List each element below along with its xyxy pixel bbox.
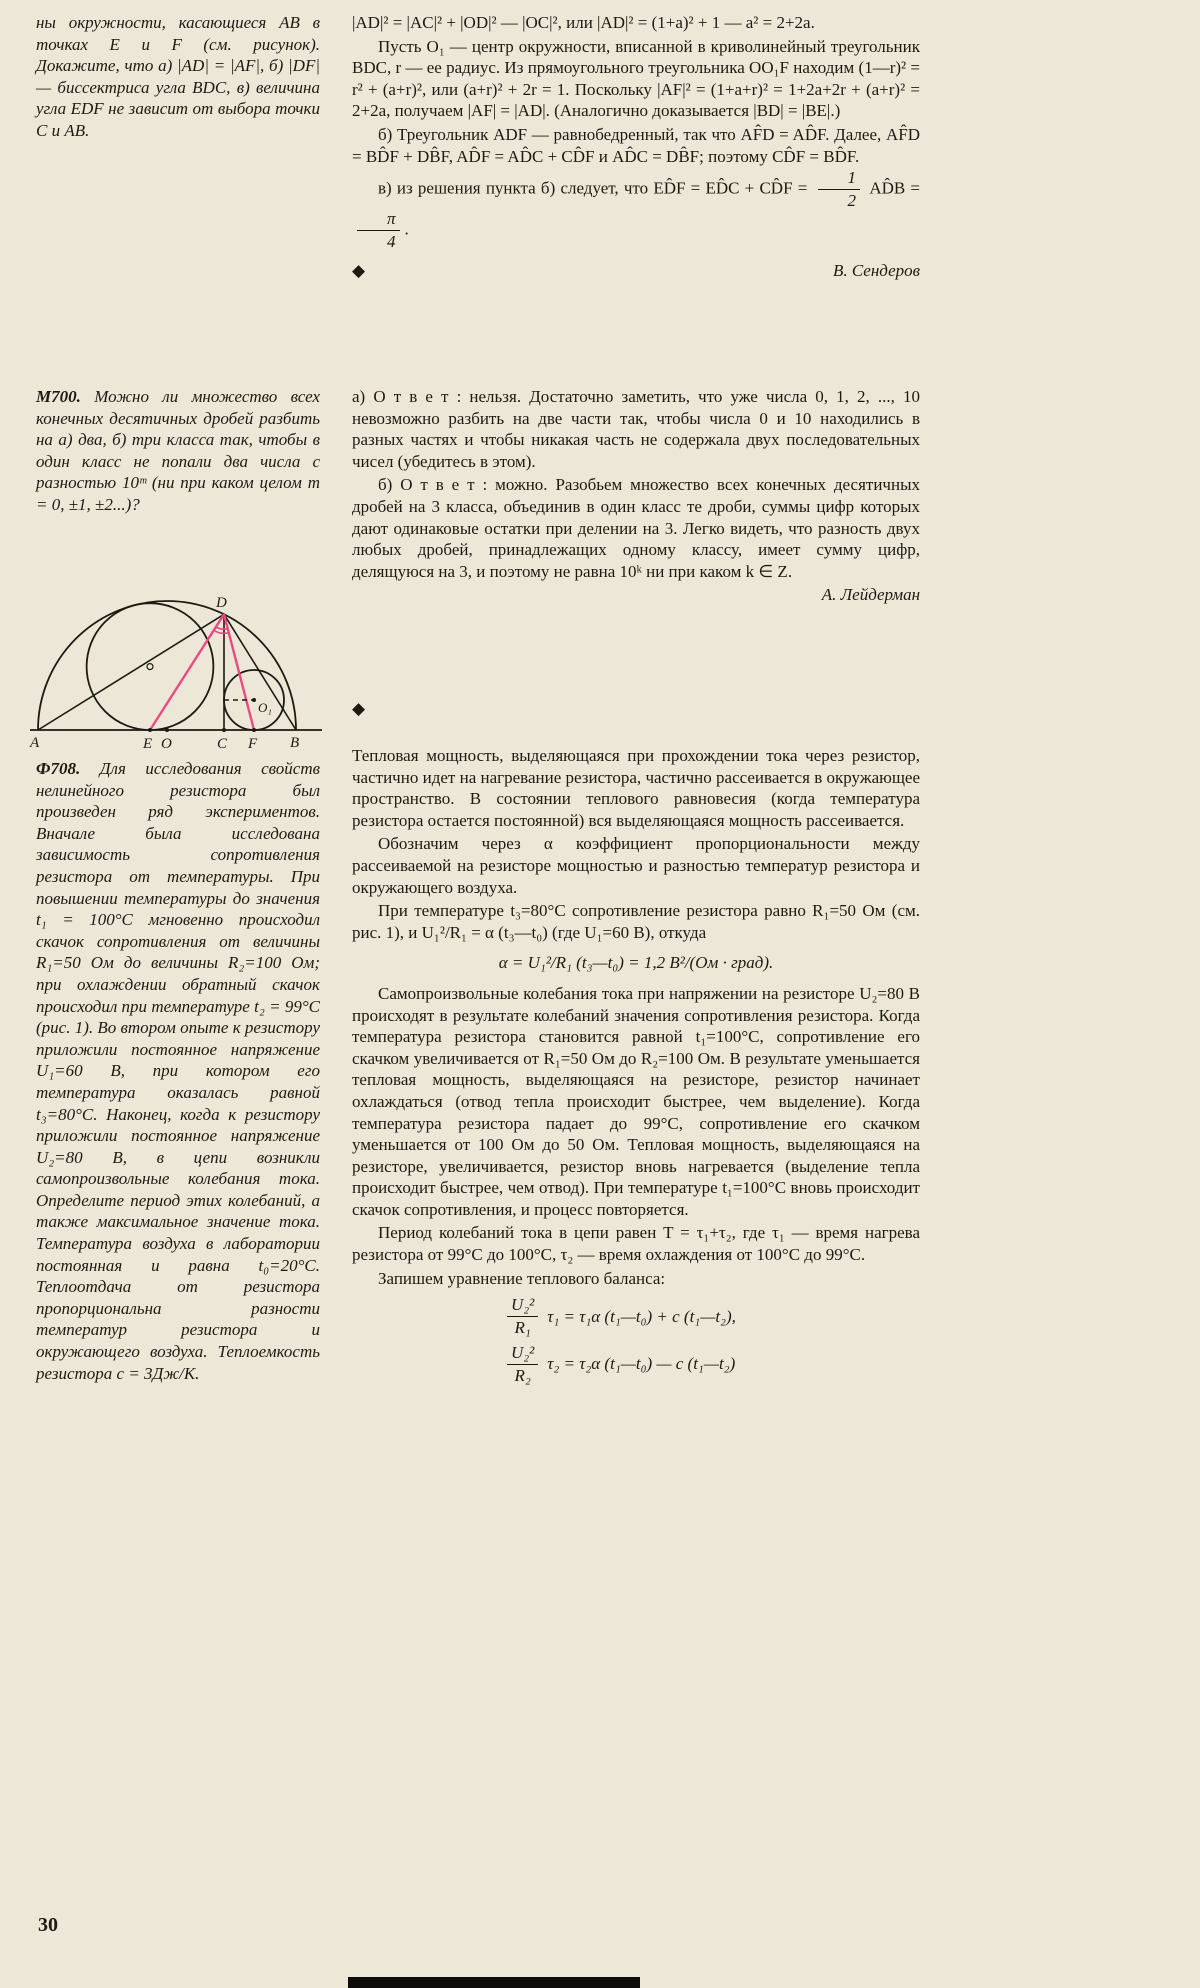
point-F-dot <box>252 728 256 732</box>
equation-balance-1 <box>502 1296 920 1337</box>
fraction-u2-r2: $\frac{\text{U₂²}}{\text{R₂}}$ <box>507 1344 538 1385</box>
diamond-icon: ◆ <box>352 261 366 281</box>
bdc-signature: В. Сендеров <box>832 260 920 280</box>
m700-answer-b: б) О т в е т : можно. Разобьем множество всех конечных десятичных дробей на 3 класса, объединив в один класс те дроби, суммы цифр которых дают одинаковые остатки при делении на 3. Легко видеть, что разность двух любых дробей, принадлежащих одному классу, имеет сумму цифр, делящуюся на 3, и поэтому не равна 10ᵏ ни при каком k ∈ Z. <box>352 475 920 581</box>
fraction-u2-r1: $\frac{\text{U₂²}}{\text{R₁}}$ <box>507 1296 538 1337</box>
fraction-one-half: $\frac{1}{2}$ <box>818 169 861 210</box>
equation-alpha: α = U₁²/R₁ (t₃—t₀) = 1,2 В²/(Ом · град). <box>498 953 774 973</box>
f708-sol-p4: Самопроизвольные колебания тока при напряжении на резисторе U₂=80 В происходят в результате колебаний значения сопротивления резистора. Когда температура резистора становится равной t₁=100°С, сопротивление его скачком увеличивается от R₁=50 Ом до R₂=100 Ом. В результате уменьшается тепловая мощность, выделяющаяся на резисторе, резистор начинает охлаждаться (отвод тепла происходит быстрее, чем выделение). Когда температура резистора падает до 99°С, сопротивление его скачком уменьшается от 100 Ом до 50 Ом. Тепловая мощность, выделяющаяся на резисторе, увеличивается, резистор вновь нагревается (выделение тепла происходит быстрее, чем отвод). При температуре t₁=100°С вновь происходит скачок сопротивления, и процесс повторяется. <box>352 983 920 1219</box>
f708-paragraph <box>36 758 320 1384</box>
point-C-dot <box>222 728 226 732</box>
fraction-pi-fourth: $\frac{\pi}{4}$ <box>357 210 400 251</box>
m700-text: Можно ли множество всех конечных десятичных дробей разбить на а) два, б) три класса так, чтобы в один класс не попали два числа с разностью 10ᵐ (ни при каком целом m = 0, ±1, ±2...)? <box>36 387 320 514</box>
solution-bdc-block <box>352 12 920 281</box>
angle-arc-inner <box>216 627 228 629</box>
big-circle-center-marker <box>147 664 153 670</box>
equation-balance-2 <box>502 1344 920 1385</box>
figure-m700-svg <box>28 560 338 752</box>
equation-balance-2-rhs: τ₂ = τ₂α (t₁—t₀) — c (t₁—t₂) <box>547 1354 736 1374</box>
section-divider <box>352 700 365 719</box>
diamond-icon: ◆ <box>352 699 366 718</box>
f708-sol-p5: Период колебаний тока в цепи равен T = τ₁+τ₂, где τ₁ — время нагрева резистора от 99°С до 100°С, τ₂ — время охлаждения от 100°С до 99°С. <box>352 1223 920 1265</box>
f708-text: Для исследования свойств нелинейного резистора был произведен ряд экспериментов. Вначале была исследована зависимость сопротивления резистора от температуры. При повышении температуры до значения t₁ = 100°С мгновенно происходил скачок сопротивления от величины R₁=50 Ом до величины R₂=100 Ом; при охлаждении обратный скачок происходил при температуре t₂ = 99°С (рис. 1). Во втором опыте к резистору приложили постоянное напряжение U₁=60 В, при котором его температура оказалась равной t₃=80°С. Наконец, когда к резистору приложили постоянное напряжение U₂=80 В, в цепи возникли самопроизвольные колебания тока. Определите период этих колебаний, а также максимальное значение тока. Температура воздуха в лаборатории постоянная и равна t₀=20°С. Теплоотдача от резистора пропорциональна разности температур резистора и окружающего воздуха. Теплоемкость резистора с = 3Дж/К. <box>36 759 321 1383</box>
bdc-p4 <box>352 169 920 250</box>
solution-m700-block <box>352 386 920 606</box>
label-O: O <box>161 736 172 752</box>
left-intro-block <box>36 12 320 142</box>
bdc-p2: Пусть O₁ — центр окружности, вписанной в криволинейный треугольник BDC, r — ее радиус. Из прямоугольного треугольника OO₁F находим (1—r)² = r² + (a+r)², или (a+r)² + 2r = 1. Поскольку |AF|² = (1+a+r)² = 1+2a+2r + (a+r)² = 2+2a, получаем |AF| = |AD|. (Аналогично доказывается |BD| = |BE|.) <box>352 36 920 121</box>
figure-m700 <box>28 560 342 756</box>
bdc-p4-end: . <box>404 219 409 239</box>
bdc-p3: б) Треугольник ADF — равнобедренный, так что AF̂D = AD̂F. Далее, AF̂D = BD̂F + DB̂F, AD̂F = AD̂C + CD̂F и AD̂C = DB̂F; поэтому CD̂F = BD̂F. <box>352 124 920 166</box>
problem-m700-statement <box>36 386 320 516</box>
f708-label: Ф708. <box>36 759 81 778</box>
scan-edge-bar <box>348 1977 640 1988</box>
point-O-dot <box>165 728 169 732</box>
label-A: A <box>30 735 40 751</box>
m700-label: М700. <box>36 387 81 406</box>
label-O1: O₁ <box>258 700 272 715</box>
label-B: B <box>290 735 300 751</box>
point-E-dot <box>148 728 152 732</box>
bdc-p1: |AD|² = |AC|² + |OD|² — |OC|², или |AD|² = (1+a)² + 1 — a² = 2+2a. <box>352 13 815 32</box>
f708-sol-p6: Запишем уравнение теплового баланса: <box>378 1268 666 1288</box>
problem-f708-statement <box>36 758 320 1384</box>
f708-sol-p3: При температуре t₃=80°С сопротивление резистора равно R₁=50 Ом (см. рис. 1), и U₁²/R₁ = α (t₃—t₀) (где U₁=60 В), откуда <box>352 901 920 942</box>
o1-center-dot <box>252 698 256 702</box>
m700-paragraph <box>36 386 320 516</box>
segment-AD <box>38 614 224 730</box>
f708-sol-p1: Тепловая мощность, выделяющаяся при прохождении тока через резистор, частично идет на нагревание резистора, частично рассеивается в окружающее пространство. В состоянии теплового равновесия (когда температура резистора остается постоянной) вся выделяющаяся мощность рассеивается. <box>352 746 920 830</box>
bdc-signature-row <box>352 261 920 281</box>
m700-signature: А. Лейдерман <box>821 585 920 605</box>
label-F: F <box>248 736 258 752</box>
bdc-p4-before: в) из решения пункта б) следует, что ED̂F = ED̂C + CD̂F = <box>378 178 808 198</box>
solution-f708-block <box>352 745 920 1385</box>
equation-balance-1-rhs: τ₁ = τ₁α (t₁—t₀) + c (t₁—t₂), <box>547 1306 736 1326</box>
problem-continuation-text: ны окружности, касающиеся АВ в точках Е и F (см. рисунок). Докажите, что а) |AD| = |AF|, б) |DF| — биссектриса угла BDC, в) величина угла EDF не зависит от выбора точки С и АВ. <box>36 13 320 140</box>
label-E: E <box>143 736 153 752</box>
m700-answer-a: а) О т в е т : нельзя. Достаточно заметить, что уже числа 0, 1, 2, ..., 10 невозможно разбить на две части так, чтобы числа 0 и 10 находились в разных частях и чтобы никакая часть не содержала двух последовательных чисел (убедитесь в этом). <box>352 387 920 471</box>
label-D: D <box>216 595 227 611</box>
page-number: 30 <box>38 1914 58 1936</box>
bdc-p4-mid: AD̂B = <box>869 178 921 198</box>
big-inscribed-circle <box>87 603 214 730</box>
angle-arc-outer <box>214 630 229 633</box>
label-C: C <box>217 736 228 752</box>
f708-sol-p2: Обозначим через α коэффициент пропорциональности между рассеиваемой на резисторе мощностью и разностью температур резистора и окружающего воздуха. <box>352 834 920 897</box>
